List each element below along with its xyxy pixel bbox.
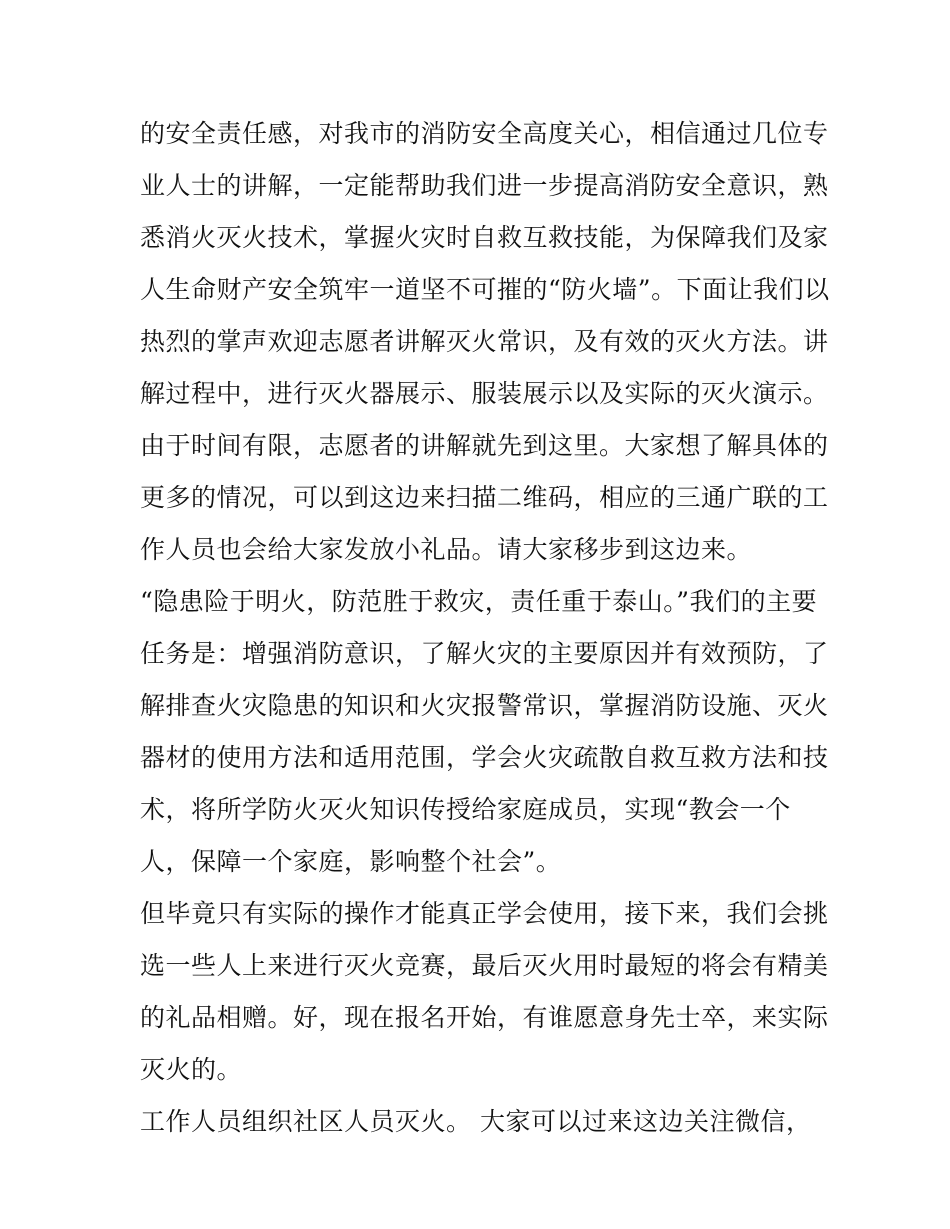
text-line: 业人士的讲解，一定能帮助我们进一步提高消防安全意识，熟 [140, 171, 829, 200]
text-line: 但毕竟只有实际的操作才能真正学会使用，接下来，我们会挑 [140, 899, 829, 928]
text-line: 解排查火灾隐患的知识和火灾报警常识，掌握消防设施、灭火 [140, 691, 829, 720]
body-text [140, 108, 830, 1148]
text-line: 术，将所学防火灭火知识传授给家庭成员，实现“教会一个 [140, 795, 791, 824]
text-line: 器材的使用方法和适用范围，学会火灾疏散自救互救方法和技 [140, 743, 829, 772]
text-line: 由于时间有限，志愿者的讲解就先到这里。大家想了解具体的 [140, 431, 829, 460]
text-line: 任务是：增强消防意识，了解火灾的主要原因并有效预防，了 [140, 639, 829, 668]
text-line: 人，保障一个家庭，影响整个社会”。 [140, 847, 562, 876]
text-line: 人生命财产安全筑牢一道坚不可摧的“防火墙”。下面让我们以 [140, 275, 830, 304]
text-line: 更多的情况，可以到这边来扫描二维码，相应的三通广联的工 [140, 483, 829, 512]
text-line: 悉消火灭火技术，掌握火灾时自救互救技能，为保障我们及家 [140, 223, 829, 252]
text-line: 解过程中，进行灭火器展示、服装展示以及实际的灭火演示。 [140, 379, 829, 408]
text-line: 作人员也会给大家发放小礼品。请大家移步到这边来。 [140, 535, 753, 564]
text-line: 灭火的。 [140, 1055, 243, 1084]
text-line: 的礼品相赠。好，现在报名开始，有谁愿意身先士卒，来实际 [140, 1003, 829, 1032]
text-line: 选一些人上来进行灭火竞赛，最后灭火用时最短的将会有精美 [140, 951, 829, 980]
text-line: 的安全责任感，对我市的消防安全高度关心，相信通过几位专 [140, 119, 829, 148]
text-line: “隐患险于明火，防范胜于救灾，责任重于泰山。”我们的主要 [140, 587, 818, 616]
text-line: 热烈的掌声欢迎志愿者讲解灭火常识，及有效的灭火方法。讲 [140, 327, 829, 356]
text-line: 工作人员组织社区人员灭火。 大家可以过来这边关注微信， [140, 1107, 812, 1136]
